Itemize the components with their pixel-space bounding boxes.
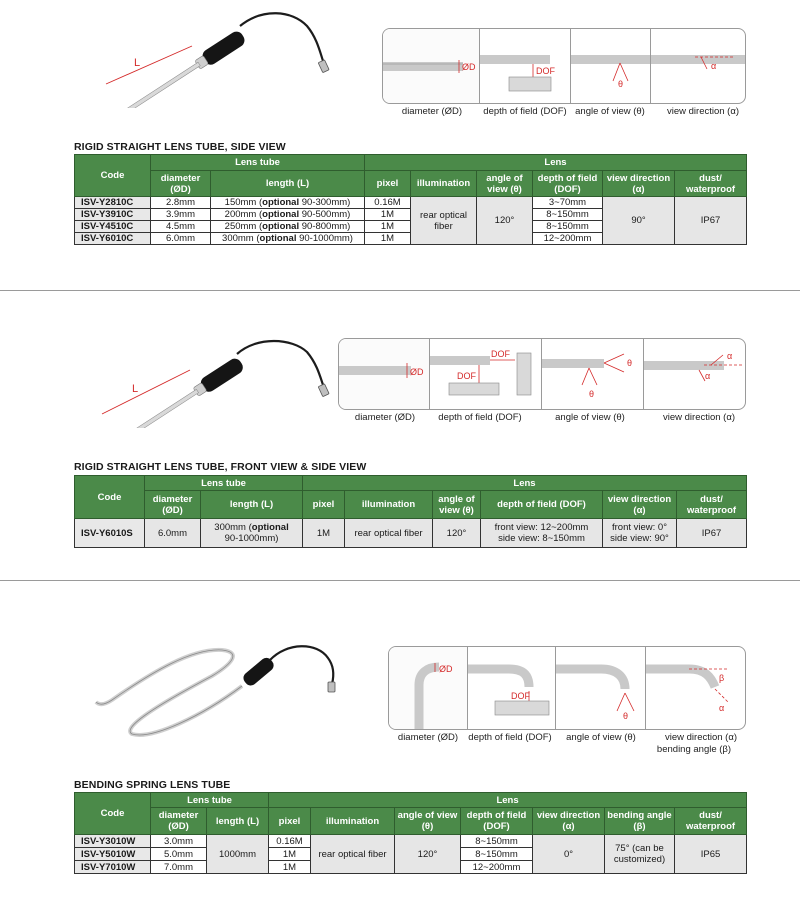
bending-cell: 75° (can be customized) <box>605 835 675 874</box>
table-row <box>75 197 747 209</box>
header-diameter: diameter (ØD) <box>151 808 207 835</box>
section-divider <box>0 580 800 581</box>
svg-text:α: α <box>705 371 711 381</box>
caption-dof: depth of field (DOF) <box>483 106 567 117</box>
header-view-direction: view direction (α) <box>533 808 605 835</box>
row-dust: IP67 <box>677 519 747 548</box>
header-lens-tube: Lens tube <box>151 155 365 171</box>
svg-text:β: β <box>719 673 725 683</box>
header-code: Code <box>75 793 151 835</box>
row-diameter: 3.0mm <box>151 835 207 848</box>
row-diameter: 7.0mm <box>151 861 207 874</box>
svg-text:DOF: DOF <box>536 66 555 76</box>
svg-text:α: α <box>719 703 725 713</box>
row-pixel: 1M <box>303 519 345 548</box>
header-length: length (L) <box>207 808 269 835</box>
header-illumination: illumination <box>311 808 395 835</box>
length-cell: 1000mm <box>207 835 269 874</box>
svg-text:ØD: ØD <box>462 62 476 72</box>
header-dof: depth of field (DOF) <box>533 171 603 197</box>
caption-bending-angle: bending angle (β) <box>656 744 732 755</box>
row-dof: 8~150mm <box>533 209 603 221</box>
header-pixel: pixel <box>303 491 345 519</box>
header-pixel: pixel <box>365 171 411 197</box>
section-title-front-side-view: RIGID STRAIGHT LENS TUBE, FRONT VIEW & SIDE VIEW <box>74 461 367 473</box>
lens-spec-diagrams-front-side <box>338 338 746 410</box>
row-code: ISV-Y4510C <box>75 221 151 233</box>
svg-text:θ: θ <box>623 711 629 721</box>
diagram-captions-1 <box>0 106 800 118</box>
row-pixel: 1M <box>365 233 411 245</box>
header-lens-tube: Lens tube <box>145 476 303 491</box>
row-dof: 8~150mm <box>461 848 533 861</box>
row-length: 300mm (optional 90-1000mm) <box>201 519 303 548</box>
caption-view-direction: view direction (α) <box>662 412 736 423</box>
spec-table-front-side-view <box>74 475 747 548</box>
header-pixel: pixel <box>269 808 311 835</box>
lens-spec-diagrams-bending <box>388 646 746 730</box>
lens-spec-diagrams-side <box>382 28 746 104</box>
caption-dof: depth of field (DOF) <box>438 412 522 423</box>
header-diameter: diameter (ØD) <box>145 491 201 519</box>
header-length: length (L) <box>211 171 365 197</box>
svg-text:DOF: DOF <box>491 349 510 359</box>
section-divider <box>0 290 800 291</box>
row-dof: 8~150mm <box>461 835 533 848</box>
row-illumination: rear optical fiber <box>345 519 433 548</box>
row-diameter: 6.0mm <box>151 233 211 245</box>
row-pixel: 0.16M <box>365 197 411 209</box>
row-dof: 8~150mm <box>533 221 603 233</box>
caption-angle: angle of view (θ) <box>566 732 636 743</box>
header-illumination: illumination <box>411 171 477 197</box>
diagram-captions-2 <box>0 412 800 424</box>
caption-dof: depth of field (DOF) <box>468 732 552 743</box>
header-dof: depth of field (DOF) <box>481 491 603 519</box>
svg-text:DOF: DOF <box>457 371 476 381</box>
row-diameter: 3.9mm <box>151 209 211 221</box>
caption-diameter: diameter (ØD) <box>397 732 459 743</box>
row-dof: 3~70mm <box>533 197 603 209</box>
header-angle: angle of view (θ) <box>433 491 481 519</box>
section-title-bending: BENDING SPRING LENS TUBE <box>74 779 231 791</box>
row-pixel: 1M <box>365 209 411 221</box>
row-pixel: 0.16M <box>269 835 311 848</box>
row-diameter: 4.5mm <box>151 221 211 233</box>
caption-angle: angle of view (θ) <box>555 412 625 423</box>
header-bending: bending angle (β) <box>605 808 675 835</box>
header-dof: depth of field (DOF) <box>461 808 533 835</box>
diagram-captions-3 <box>0 732 800 758</box>
row-pixel: 1M <box>365 221 411 233</box>
spec-table-side-view <box>74 154 747 245</box>
row-code: ISV-Y5010W <box>75 848 151 861</box>
header-view-direction: view direction (α) <box>603 171 675 197</box>
row-angle: 120° <box>433 519 481 548</box>
row-diameter: 5.0mm <box>151 848 207 861</box>
svg-text:θ: θ <box>618 79 624 89</box>
svg-text:α: α <box>711 61 717 71</box>
header-lens: Lens <box>365 155 747 171</box>
caption-angle: angle of view (θ) <box>575 106 645 117</box>
caption-view-direction: view direction (α) <box>664 732 738 743</box>
illumination-cell: rear optical fiber <box>411 197 477 245</box>
length-label: L <box>132 383 139 395</box>
header-code: Code <box>75 476 145 519</box>
row-length: 200mm (optional 90-500mm) <box>211 209 365 221</box>
row-diameter: 6.0mm <box>145 519 201 548</box>
svg-text:ØD: ØD <box>439 664 453 674</box>
row-code: ISV-Y3010W <box>75 835 151 848</box>
caption-diameter: diameter (ØD) <box>401 106 463 117</box>
header-illumination: illumination <box>345 491 433 519</box>
header-view-direction: view direction (α) <box>603 491 677 519</box>
illumination-cell: rear optical fiber <box>311 835 395 874</box>
header-diameter: diameter (ØD) <box>151 171 211 197</box>
dust-cell: IP65 <box>675 835 747 874</box>
svg-text:θ: θ <box>627 358 633 368</box>
rigid-tube-side-view-illustration <box>92 8 332 108</box>
header-dust: dust/ waterproof <box>677 491 747 519</box>
angle-cell: 120° <box>477 197 533 245</box>
angle-cell: 120° <box>395 835 461 874</box>
row-code: ISV-Y7010W <box>75 861 151 874</box>
row-length: 150mm (optional 90-300mm) <box>211 197 365 209</box>
header-dust: dust/ waterproof <box>675 808 747 835</box>
svg-text:α: α <box>727 351 733 361</box>
header-lens: Lens <box>303 476 747 491</box>
svg-text:ØD: ØD <box>410 367 424 377</box>
row-length: 250mm (optional 90-800mm) <box>211 221 365 233</box>
svg-text:θ: θ <box>589 389 595 399</box>
caption-view-direction: view direction (α) <box>666 106 740 117</box>
row-dof: 12~200mm <box>461 861 533 874</box>
section-title-side-view: RIGID STRAIGHT LENS TUBE, SIDE VIEW <box>74 141 286 153</box>
dust-cell: IP67 <box>675 197 747 245</box>
spec-table-bending <box>74 792 747 874</box>
header-lens-tube: Lens tube <box>151 793 269 808</box>
view-direction-cell: 0° <box>533 835 605 874</box>
bending-spring-tube-illustration <box>92 636 342 744</box>
row-code: ISV-Y3910C <box>75 209 151 221</box>
header-angle: angle of view (θ) <box>395 808 461 835</box>
svg-text:DOF: DOF <box>511 691 530 701</box>
row-pixel: 1M <box>269 861 311 874</box>
header-code: Code <box>75 155 151 197</box>
row-code: ISV-Y6010C <box>75 233 151 245</box>
row-code: ISV-Y6010S <box>75 519 145 548</box>
caption-diameter: diameter (ØD) <box>354 412 416 423</box>
header-lens: Lens <box>269 793 747 808</box>
header-length: length (L) <box>201 491 303 519</box>
row-length: 300mm (optional 90-1000mm) <box>211 233 365 245</box>
header-angle: angle of view (θ) <box>477 171 533 197</box>
table-row <box>75 519 747 548</box>
row-dof: 12~200mm <box>533 233 603 245</box>
table-row <box>75 835 747 848</box>
header-dust: dust/ waterproof <box>675 171 747 197</box>
row-pixel: 1M <box>269 848 311 861</box>
row-diameter: 2.8mm <box>151 197 211 209</box>
row-code: ISV-Y2810C <box>75 197 151 209</box>
row-dof: front view: 12~200mm side view: 8~150mm <box>481 519 603 548</box>
length-label: L <box>134 57 141 69</box>
row-view-direction: front view: 0° side view: 90° <box>603 519 677 548</box>
view-direction-cell: 90° <box>603 197 675 245</box>
